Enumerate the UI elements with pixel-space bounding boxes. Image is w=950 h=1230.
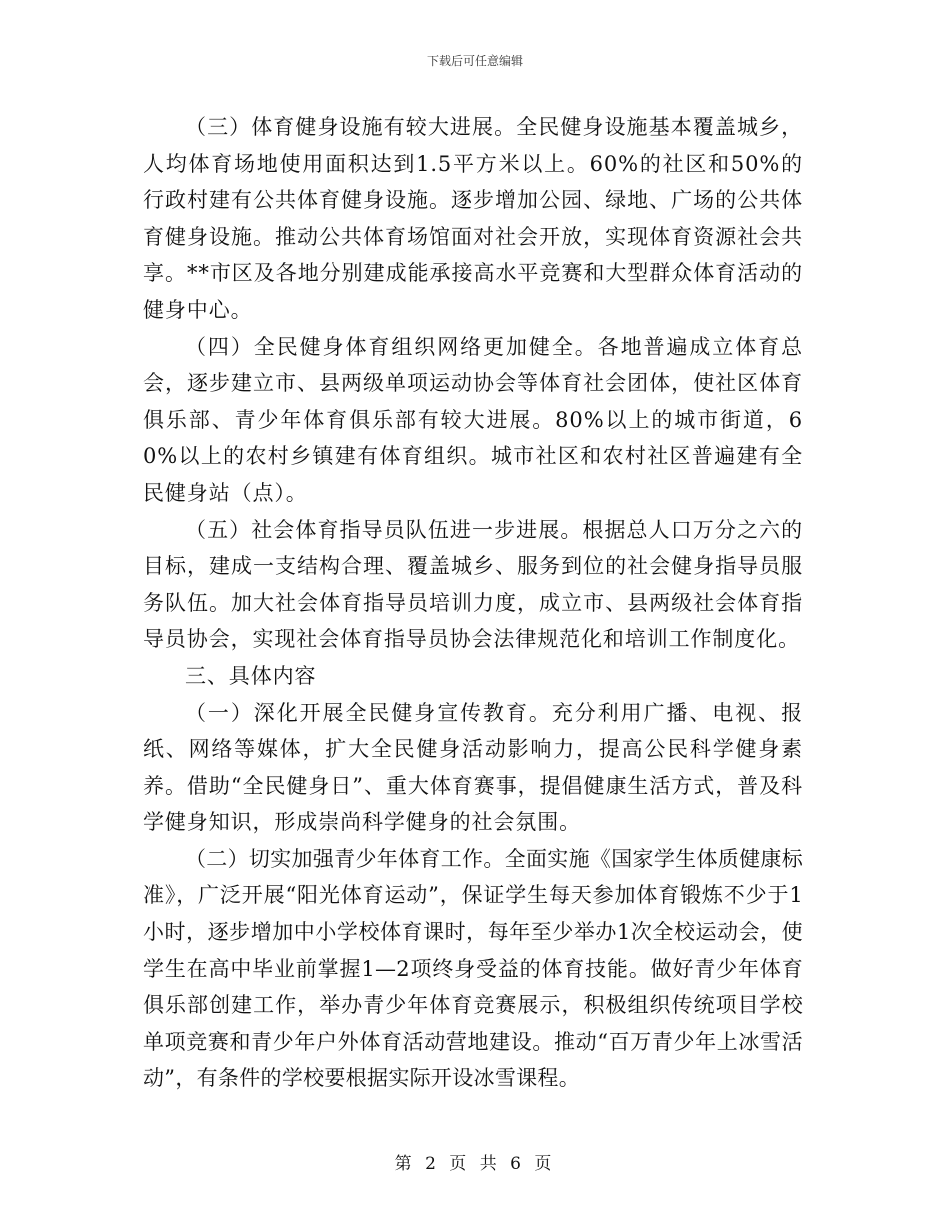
paragraph-organizations: （四）全民健身体育组织网络更加健全。各地普遍成立体育总会，逐步建立市、县两级单项运动协会等体育社会团体，使社区体育俱乐部、青少年体育俱乐部有较大进展。80%以上的城市街道，60%以上的农村乡镇建有体育组织。城市社区和农村社区普遍建有全民健身站（点）。 [143,334,803,505]
section-heading: 三、具体内容 [185,663,317,688]
paragraph-youth-sports: （二）切实加强青少年体育工作。全面实施《国家学生体质健康标准》，广泛开展“阳光体育运动”，保证学生每天参加体育锻炼不少于1小时，逐步增加中小学校体育课时，每年至少举办1次全校运动会，使学生在高中毕业前掌握1—2项终身受益的体育技能。做好青少年体育俱乐部创建工作，举办青少年体育竞赛展示，积极组织传统项目学校单项竞赛和青少年户外体育活动营地建设。推动“百万青少年上冰雪活动”，有条件的学校要根据实际开设冰雪课程。 [143,846,803,1091]
paragraph-facilities: （三）体育健身设施有较大进展。全民健身设施基本覆盖城乡，人均体育场地使用面积达到1.5平方米以上。60%的社区和50%的行政村建有公共体育健身设施。逐步增加公园、绿地、广场的公共体育健身设施。推动公共体育场馆面对社会开放，实现体育资源社会共享。**市区及各地分别建成能承接高水平竞赛和大型群众体育活动的健身中心。 [143,115,803,322]
document-body [143,109,803,1097]
paragraph-publicity: （一）深化开展全民健身宣传教育。充分利用广播、电视、报纸、网络等媒体，扩大全民健身活动影响力，提高公民科学健身素养。借助“全民健身日”、重大体育赛事，提倡健康生活方式，普及科学健身知识，形成崇尚科学健身的社会氛围。 [143,700,803,835]
page-header-note: 下载后可任意编辑 [426,54,523,68]
page-number: 第 2 页 共 6 页 [394,1154,556,1174]
paragraph-instructors: （五）社会体育指导员队伍进一步进展。根据总人口万分之六的目标，建成一支结构合理、覆盖城乡、服务到位的社会健身指导员服务队伍。加大社会体育指导员培训力度，成立市、县两级社会体育指导员协会，实现社会体育指导员协会法律规范化和培训工作制度化。 [143,517,803,652]
